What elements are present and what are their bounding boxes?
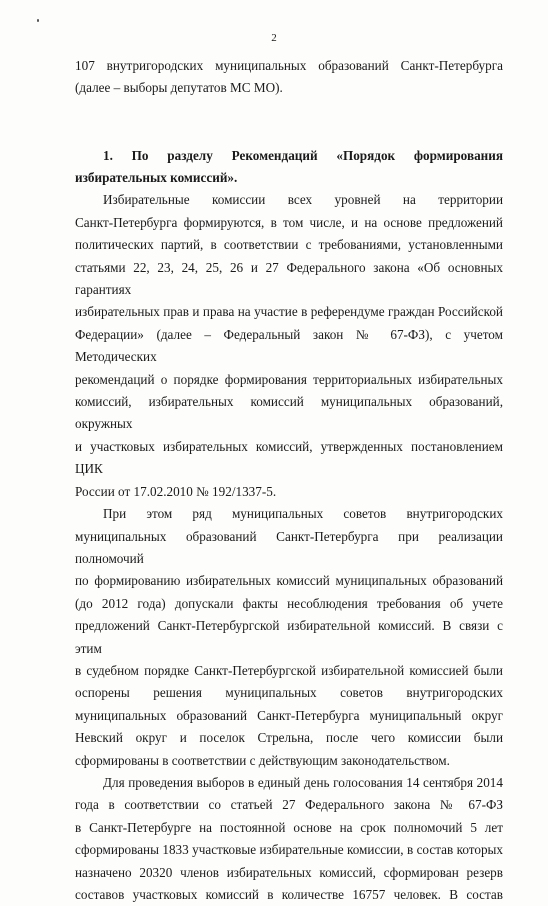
text-line: Федерации» (далее – Федеральный закон № 67-ФЗ), с учетом Методических bbox=[75, 326, 503, 365]
text-line: назначено 20320 членов избирательных комиссий, сформирован резерв bbox=[75, 864, 503, 880]
text-line: России от 17.02.2010 № 192/1337-5. bbox=[75, 483, 277, 499]
text-line: Санкт-Петербурга формируются, в том числе, и на основе предложений bbox=[75, 214, 503, 230]
text-line: Для проведения выборов в единый день голосования 14 сентября 2014 bbox=[103, 774, 503, 790]
paragraph-election-day bbox=[75, 772, 503, 906]
text-line: комиссий, избирательных комиссий муниципальных образований, окружных bbox=[75, 394, 503, 432]
text-line: года в соответствии со статьей 27 Федерального закона № 67-ФЗ bbox=[75, 797, 503, 813]
text-line: При этом ряд муниципальных советов внутригородских bbox=[103, 506, 503, 522]
text-line: Невский округ и поселок Стрельна, после чего комиссии были bbox=[75, 730, 503, 746]
text-line: по формированию избирательных комиссий муниципальных образований bbox=[75, 573, 503, 589]
text-line: (до 2012 года) допускали факты несоблюдения требования об учете bbox=[75, 595, 503, 611]
text-line: предложений Санкт-Петербургской избирательной комиссий. В связи с этим bbox=[75, 618, 503, 656]
text-line: 107 внутригородских муниципальных образований Санкт-Петербурга bbox=[75, 58, 503, 73]
heading-line: избирательных комиссий». bbox=[75, 170, 238, 185]
text-line: составов участковых комиссий в количестве 16757 человек. В состав bbox=[75, 887, 503, 902]
text-line: рекомендаций о порядке формирования территориальных избирательных bbox=[75, 371, 503, 387]
text-line: сформированы 1833 участковые избирательные комиссии, в состав которых bbox=[75, 842, 503, 858]
text-line: в судебном порядке Санкт-Петербургской избирательной комиссией были bbox=[75, 662, 503, 678]
paragraph-composition-of-commissions bbox=[75, 189, 503, 503]
text-line: в Санкт-Петербурге на постоянной основе на срок полномочий 5 лет bbox=[75, 819, 503, 835]
text-line: Избирательные комиссии всех уровней на территории bbox=[103, 192, 503, 208]
text-line: статьями 22, 23, 24, 25, 26 и 27 Федерального закона «Об основных гарантиях bbox=[75, 259, 503, 298]
blank-line bbox=[75, 122, 503, 144]
text-line: муниципальных образований Санкт-Петербурга муниципальный округ bbox=[75, 707, 503, 723]
scan-speck bbox=[37, 19, 39, 22]
section-heading bbox=[75, 145, 503, 190]
intro-paragraph bbox=[75, 55, 503, 100]
text-line: (далее – выборы депутатов МС МО). bbox=[75, 80, 283, 96]
text-line: оспорены решения муниципальных советов внутригородских bbox=[75, 685, 503, 701]
page-number: 2 bbox=[271, 32, 277, 44]
text-line: политических партий, в соответствии с требованиями, установленными bbox=[75, 237, 503, 253]
text-line: и участковых избирательных комиссий, утвержденных постановлением ЦИК bbox=[75, 438, 503, 477]
heading-line: 1. По разделу Рекомендаций «Порядок формирования bbox=[103, 147, 503, 163]
document-body bbox=[75, 55, 503, 906]
paragraph-violations bbox=[75, 503, 503, 772]
text-line: избирательных прав и права на участие в референдуме граждан Российской bbox=[75, 304, 503, 320]
text-line: сформированы в соответствии с действующим законодательством. bbox=[75, 752, 450, 768]
blank-line bbox=[75, 100, 503, 122]
text-line: муниципальных образований Санкт-Петербурга при реализации полномочий bbox=[75, 528, 503, 566]
